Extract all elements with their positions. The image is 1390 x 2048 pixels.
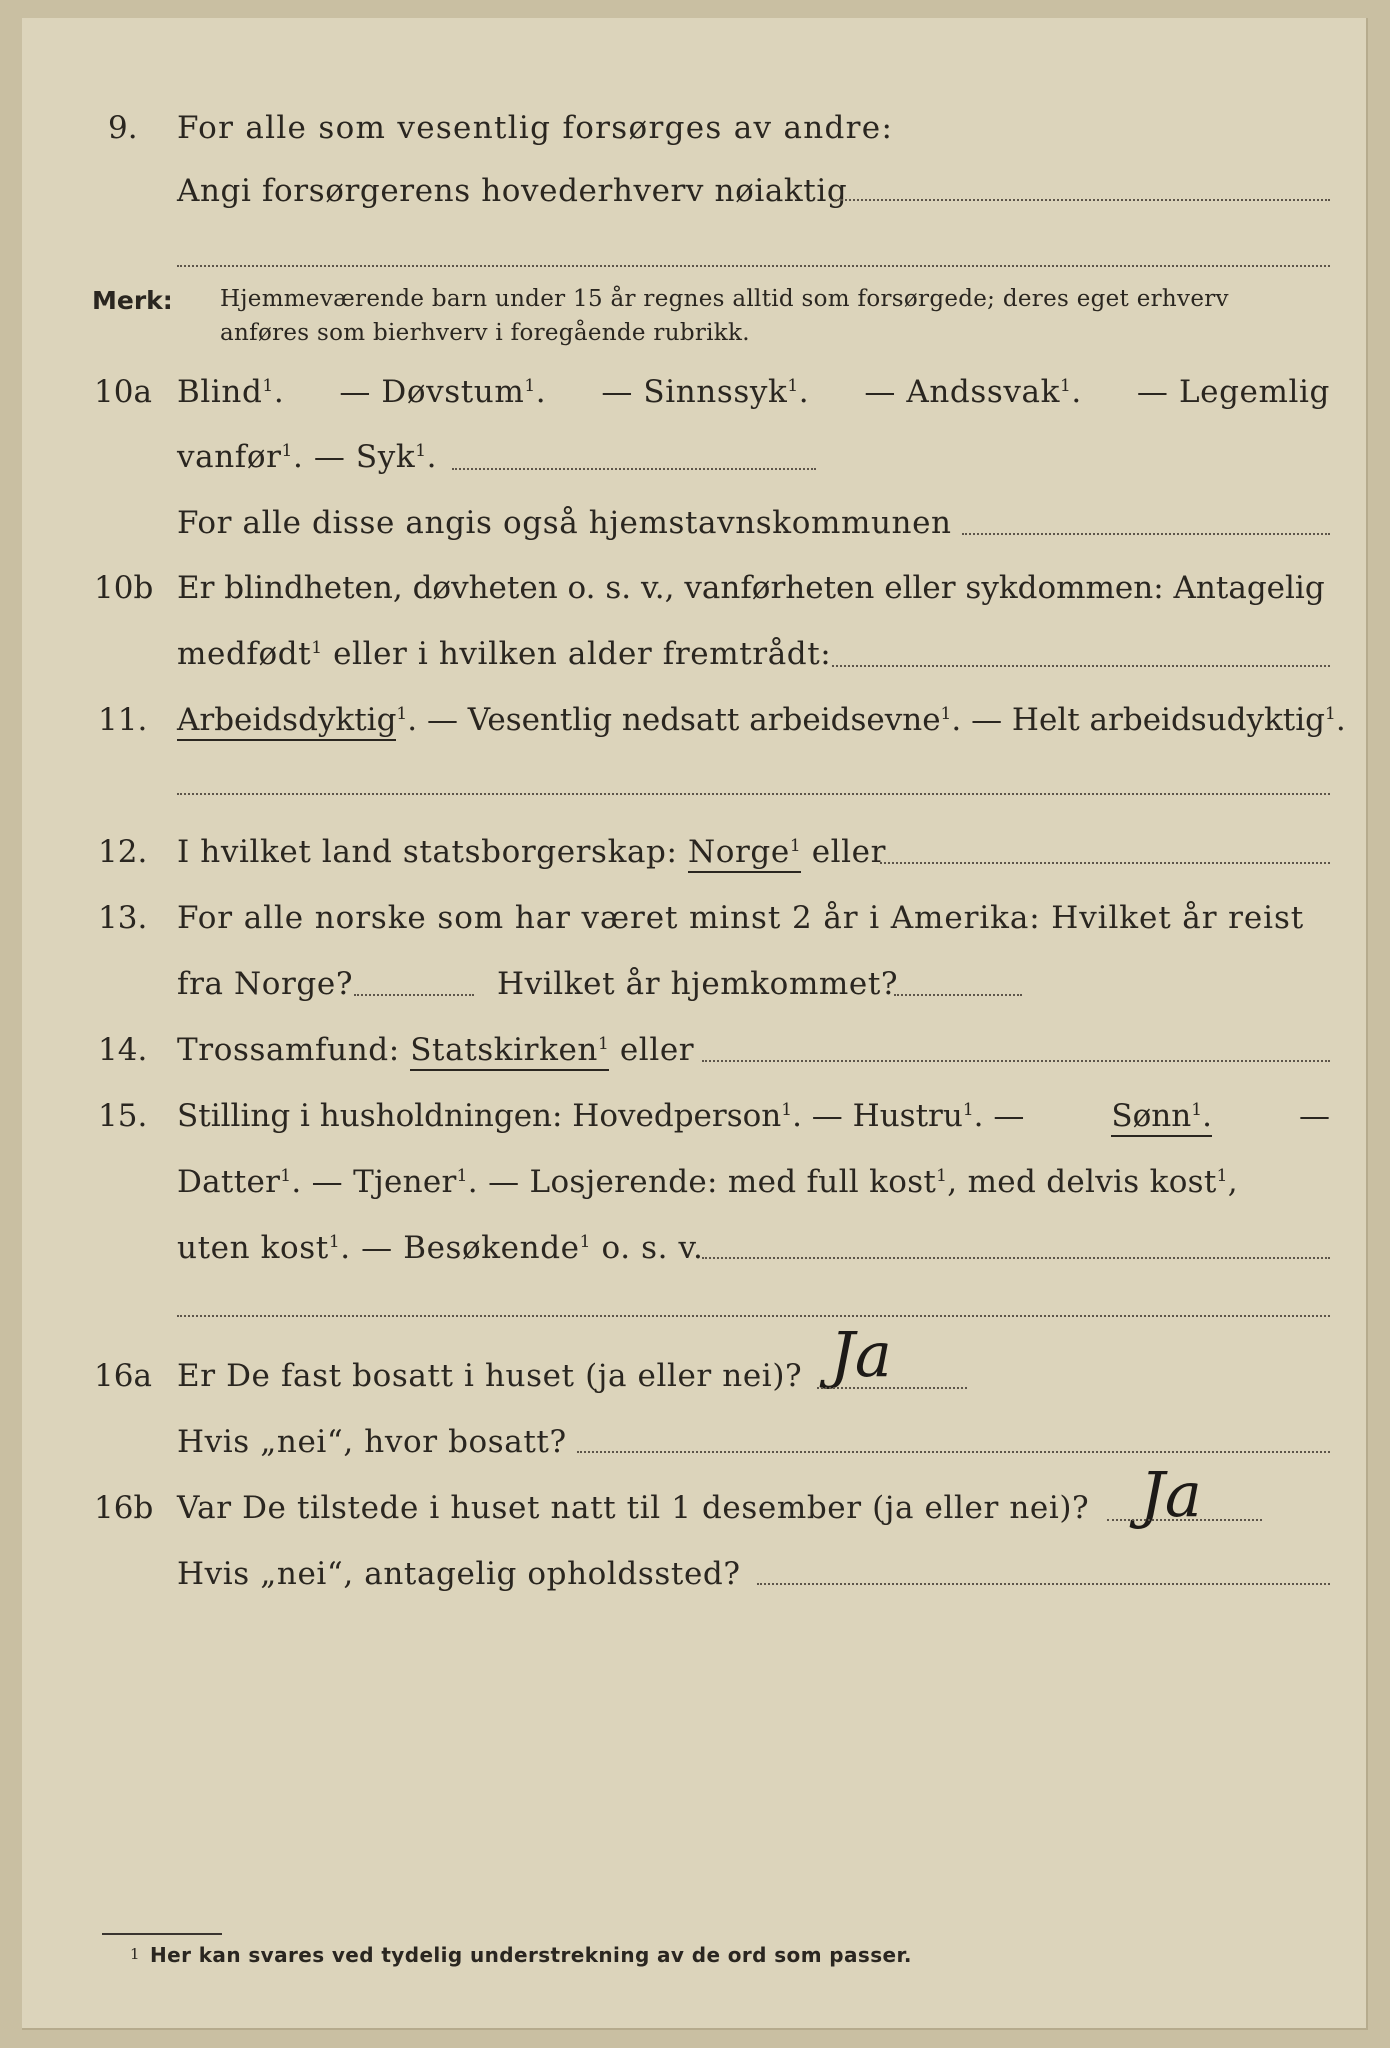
q11-arbeidsdyktig-underlined: Arbeidsdyktig: [177, 702, 396, 741]
q13-line2b: Hvilket år hjemkommet?: [497, 966, 899, 1002]
q14-number: 14.: [98, 1032, 148, 1068]
q10a-line1: [177, 374, 1330, 410]
footnote-rule: [102, 1933, 222, 1935]
merk-line1: Hjemmeværende barn under 15 år regnes alltid som forsørgede; deres eget erhverv: [220, 286, 1229, 312]
q16a-line1: Er De fast bosatt i huset (ja eller nei)?: [177, 1358, 803, 1394]
q13-line1: For alle norske som har været minst 2 år i Amerika: Hvilket år reist: [177, 900, 1305, 936]
q16a-bosatt-line[interactable]: [577, 1451, 1330, 1453]
q16a-number: 16a: [94, 1358, 152, 1394]
q15-sonn-underlined: Sønn$^1$.: [1111, 1098, 1212, 1137]
q14-statskirken-underlined: Statskirken$^1$: [410, 1032, 609, 1071]
q12-answer-line[interactable]: [880, 862, 1330, 864]
q10a-hjemstavn-line[interactable]: [962, 533, 1330, 535]
q11-line1: Arbeidsdyktig$^1$. — Vesentlig nedsatt arbeidsevne$^1$. — Helt arbeidsudyktig$^1$.: [177, 702, 1346, 738]
q9-line2: Angi forsørgerens hovederhverv nøiaktig: [177, 173, 848, 209]
q10a-legemlig: — Legemlig: [1136, 374, 1330, 410]
q13-line2a: fra Norge?: [177, 966, 354, 1002]
q12-norge-underlined: Norge$^1$: [688, 834, 801, 873]
q14-answer-line[interactable]: [702, 1060, 1330, 1062]
footnote-text: Her kan svares ved tydelig understrekning av de ord som passer.: [150, 1943, 912, 1967]
q16a-handwritten-answer: Ja: [830, 1318, 892, 1391]
q16a-line2: Hvis „nei“, hvor bosatt?: [177, 1424, 567, 1460]
q13-reist-line[interactable]: [354, 994, 474, 996]
q12-number: 12.: [98, 834, 148, 870]
q9-number: 9.: [108, 110, 138, 146]
q10b-line2: medfødt$^1$ eller i hvilken alder fremtrådt:: [177, 636, 832, 672]
q11-number: 11.: [98, 702, 148, 738]
census-form-page: [22, 18, 1368, 2030]
q15-line3: uten kost$^1$. — Besøkende$^1$ o. s. v.: [177, 1230, 704, 1266]
q15-answer-line[interactable]: [702, 1257, 1330, 1259]
q13-number: 13.: [98, 900, 148, 936]
q13-hjemkommet-line[interactable]: [894, 994, 1022, 996]
q10a-number: 10a: [94, 374, 152, 410]
q10b-number: 10b: [94, 570, 154, 606]
q10b-answer-line[interactable]: [832, 665, 1330, 667]
merk-label: Merk:: [92, 286, 173, 315]
q16b-number: 16b: [94, 1490, 154, 1526]
q9-line1: For alle som vesentlig forsørges av andre:: [177, 110, 894, 146]
q12-line1: I hvilket land statsborgerskap: Norge$^1$ eller: [177, 834, 886, 870]
q16a-answer-line[interactable]: [817, 1387, 967, 1389]
footnote-mark: 1: [130, 1945, 140, 1963]
q10a-answer-line[interactable]: [452, 468, 816, 470]
q11-answer-line[interactable]: [177, 793, 1330, 795]
q10a-line2: vanfør$^1$. — Syk$^1$.: [177, 439, 438, 475]
q16b-handwritten-answer: Ja: [1140, 1458, 1202, 1531]
q10a-dovstum: — Døvstum$^1$.: [339, 374, 547, 410]
q16b-opholdssted-line[interactable]: [757, 1583, 1330, 1585]
q15-answer-line-2[interactable]: [177, 1315, 1330, 1317]
q9-answer-line[interactable]: [834, 199, 1330, 201]
q10a-sinnssyk: — Sinnssyk$^1$.: [601, 374, 810, 410]
q10a-blind: Blind$^1$.: [177, 374, 285, 410]
q16b-answer-line[interactable]: [1107, 1519, 1262, 1521]
q10a-line3: For alle disse angis også hjemstavnskommunen: [177, 505, 952, 541]
q10b-line1: Er blindheten, døvheten o. s. v., vanførheten eller sykdommen: Antagelig: [177, 570, 1325, 606]
q15-number: 15.: [98, 1098, 148, 1134]
q15-line2: Datter$^1$. — Tjener$^1$. — Losjerende: med full kost$^1$, med delvis kost$^1$,: [177, 1164, 1238, 1200]
q15-line1: Stilling i husholdningen: Hovedperson$^1$. — Hustru$^1$. — Sønn$^1$. —: [177, 1098, 1330, 1134]
q16b-line1: Var De tilstede i huset natt til 1 desember (ja eller nei)?: [177, 1490, 1090, 1526]
q9-answer-line-2[interactable]: [177, 265, 1330, 267]
merk-line2: anføres som bierhverv i foregående rubrikk.: [220, 320, 750, 346]
q10a-andssvak: — Andssvak$^1$.: [864, 374, 1082, 410]
q16b-line2: Hvis „nei“, antagelig opholdssted?: [177, 1556, 741, 1592]
q14-line1: Trossamfund: Statskirken$^1$ eller: [177, 1032, 694, 1068]
